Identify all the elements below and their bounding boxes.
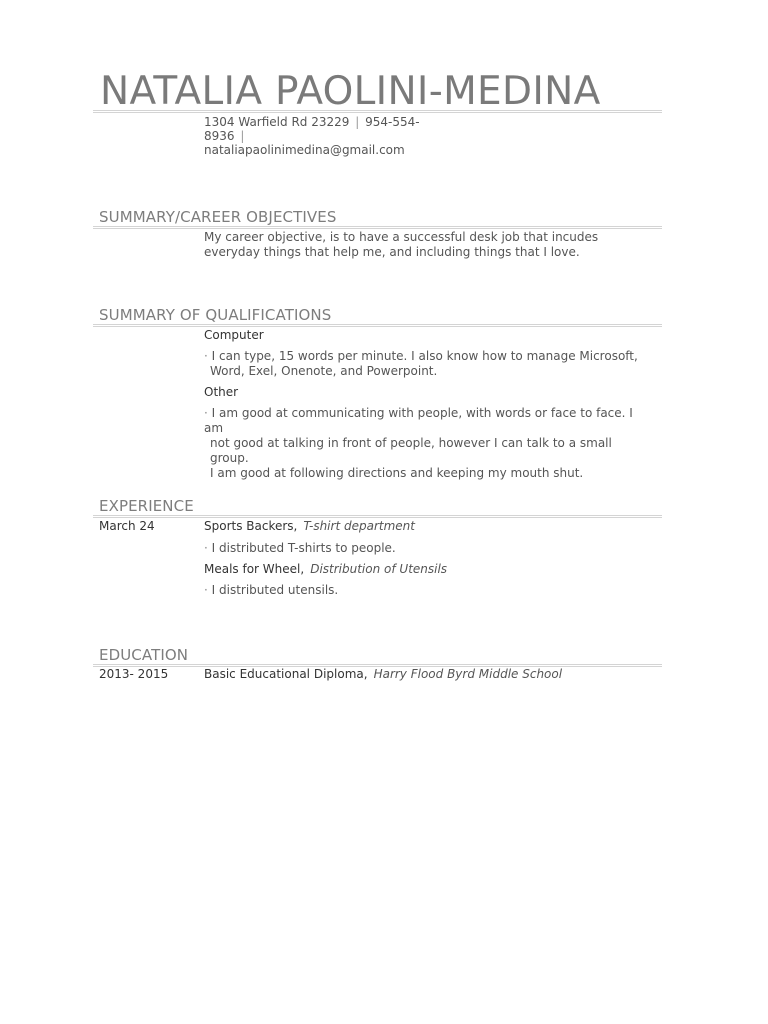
separator: | [355, 115, 360, 129]
summary-line-1: My career objective, is to have a successful desk job that incudes [204, 230, 599, 244]
applicant-name: NATALIA PAOLINI-MEDINA [100, 69, 601, 114]
computer-label: Computer [204, 328, 264, 342]
education-entry [204, 667, 562, 682]
address: 1304 Warfield Rd 23229 [204, 115, 350, 129]
job-2-title [204, 562, 447, 577]
computer-bullet [204, 349, 654, 379]
email[interactable]: nataliapaolinimedina@gmail.com [204, 143, 405, 157]
job-1-bullet [204, 541, 654, 556]
degree: Basic Educational Diploma, [204, 667, 368, 681]
experience-date: March 24 [99, 519, 155, 533]
education-date: 2013- 2015 [99, 667, 169, 681]
bullet-dot: · [204, 583, 208, 597]
education-heading: EDUCATION [99, 646, 189, 664]
summary-divider [93, 226, 662, 229]
job-1-role: T-shirt department [303, 519, 415, 533]
computer-line-2: Word, Exel, Onenote, and Powerpoint. [210, 364, 438, 378]
qualifications-divider [93, 324, 662, 327]
bullet-dot: · [204, 541, 208, 555]
other-line-1: I am good at communicating with people, with words or face to face. I am [204, 406, 633, 435]
job-2-org: Meals for Wheel, [204, 562, 305, 576]
computer-line-1: I can type, 15 words per minute. I also know how to manage Microsoft, [211, 349, 638, 363]
school-name: Harry Flood Byrd Middle School [373, 667, 563, 681]
bullet-dot: · [204, 349, 208, 363]
job-2-bullet-text: I distributed utensils. [211, 583, 339, 597]
experience-heading: EXPERIENCE [99, 497, 194, 515]
experience-divider [93, 515, 662, 518]
qualifications-heading: SUMMARY OF QUALIFICATIONS [99, 306, 332, 324]
other-line-2: not good at talking in front of people, however I can talk to a small group. [210, 436, 612, 465]
summary-line-2: everyday things that help me, and including things that I love. [204, 245, 580, 259]
summary-heading: SUMMARY/CAREER OBJECTIVES [99, 208, 337, 226]
contact-line-1 [204, 115, 434, 129]
summary-text [204, 230, 644, 260]
job-1-org: Sports Backers, [204, 519, 298, 533]
job-1-bullet-text: I distributed T-shirts to people. [211, 541, 396, 555]
other-label: Other [204, 385, 239, 399]
bullet-dot: · [204, 406, 208, 420]
other-bullet [204, 406, 654, 481]
separator: | [240, 129, 245, 143]
name-divider [93, 110, 662, 113]
contact-line-2 [204, 129, 434, 157]
job-2-role: Distribution of Utensils [310, 562, 448, 576]
other-line-3: I am good at following directions and keeping my mouth shut. [210, 466, 584, 480]
job-2-bullet [204, 583, 654, 598]
contact-info [204, 115, 434, 157]
job-1-title [204, 519, 415, 534]
phone-part-2: 8936 [204, 129, 235, 143]
phone-part-1: 954-554- [365, 115, 420, 129]
